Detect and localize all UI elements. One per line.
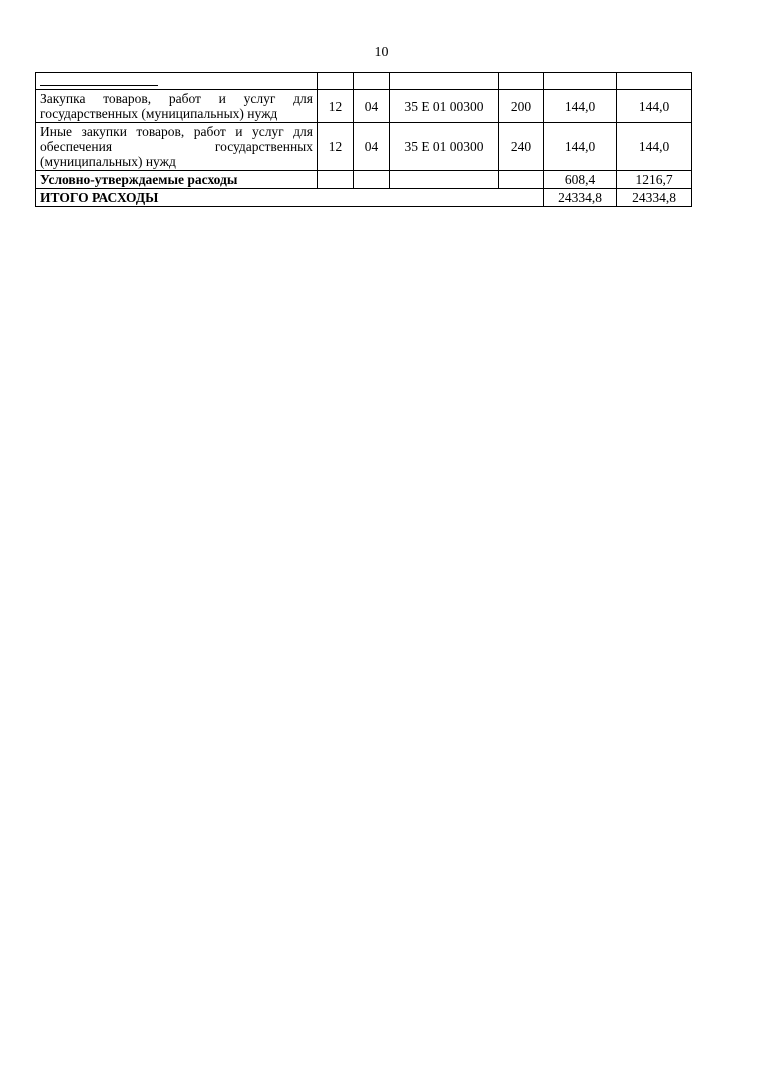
- row-description: Закупка товаров, работ и услуг для государственных (муниципальных) нужд: [36, 90, 318, 123]
- total-row: [36, 189, 692, 207]
- table-row: [36, 123, 692, 171]
- continuation-line: [40, 73, 158, 86]
- row-csr: 35 Е 01 00300: [390, 123, 499, 171]
- conditional-sum-year2: 1216,7: [617, 171, 692, 189]
- total-label: ИТОГО РАСХОДЫ: [36, 189, 544, 207]
- total-sum-year2: 24334,8: [617, 189, 692, 207]
- row-vr: 200: [499, 90, 544, 123]
- page-number: 10: [374, 45, 389, 60]
- expenditure-table: [35, 72, 692, 207]
- conditional-expenses-row: [36, 171, 692, 189]
- row-rz: 12: [318, 123, 354, 171]
- row-sum-year1: 144,0: [544, 90, 617, 123]
- row-vr: 240: [499, 123, 544, 171]
- row-pr: 04: [354, 123, 390, 171]
- row-csr: 35 Е 01 00300: [390, 90, 499, 123]
- table-row: [36, 90, 692, 123]
- total-sum-year1: 24334,8: [544, 189, 617, 207]
- row-sum-year2: 144,0: [617, 123, 692, 171]
- conditional-expenses-label: Условно-утверждаемые расходы: [36, 171, 318, 189]
- row-description: Иные закупки товаров, работ и услуг для обеспечения государственных (муниципальных) нужд: [36, 123, 318, 171]
- conditional-sum-year1: 608,4: [544, 171, 617, 189]
- row-rz: 12: [318, 90, 354, 123]
- table-row-continuation: [36, 73, 692, 90]
- continuation-cell: [36, 73, 318, 90]
- row-sum-year1: 144,0: [544, 123, 617, 171]
- row-sum-year2: 144,0: [617, 90, 692, 123]
- row-pr: 04: [354, 90, 390, 123]
